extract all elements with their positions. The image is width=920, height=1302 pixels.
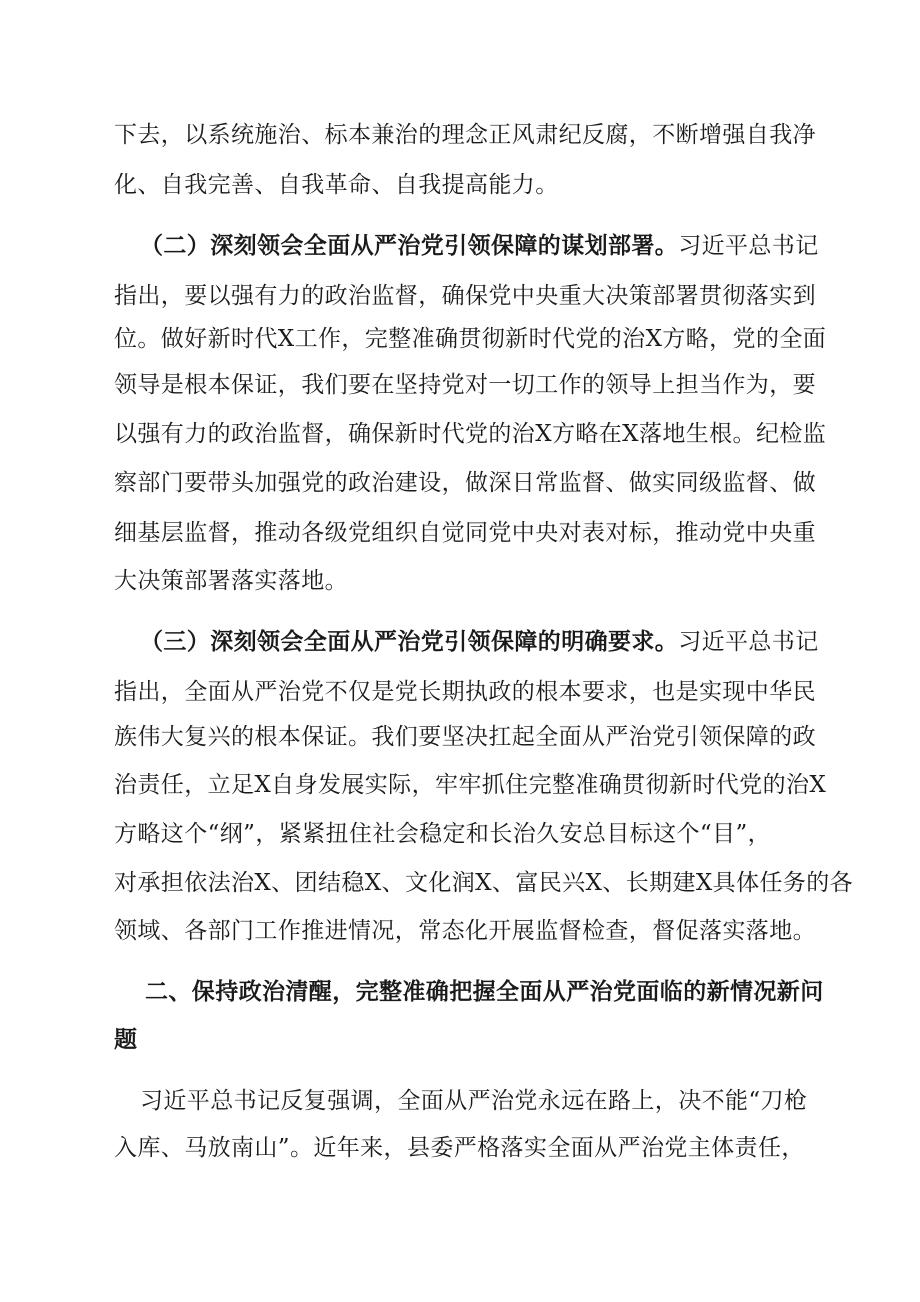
paragraph-line: 细基层监督，推动各级党组织自觉同党中央对表对标，推动党中央重 <box>114 520 816 546</box>
paragraph-line: 治责任，立足X自身发展实际，牢牢抓住完整准确贯彻新时代党的治X <box>114 772 827 798</box>
paragraph-text: 习近平总书记 <box>678 629 819 655</box>
section-heading: 二、保持政治清醒，完整准确把握全面从严治党面临的新情况新问 <box>145 979 824 1005</box>
paragraph-text: 习近平总书记 <box>678 233 819 259</box>
paragraph-line: 大决策部署落实落地。 <box>114 568 348 594</box>
paragraph-line: 下去，以系统施治、标本兼治的理念正风肃纪反腐，不断增强自我净 <box>114 122 816 148</box>
paragraph-line: 察部门要带头加强党的政治建设，做深日常监督、做实同级监督、做 <box>114 470 816 496</box>
paragraph-line: 方略这个“纲”，紧紧扭住社会稳定和长治久安总目标这个“目”， <box>114 821 772 847</box>
paragraph-line: 指出，全面从严治党不仅是党长期执政的根本要求，也是实现中华民 <box>114 679 816 705</box>
subsection-heading: （三）深刻领会全面从严治党引领保障的明确要求。 <box>140 629 679 655</box>
paragraph-line: 以强有力的政治监督，确保新时代党的治X方略在X落地生根。纪检监 <box>114 421 827 447</box>
paragraph-line: 领域、各部门工作推进情况，常态化开展监督检查，督促落实落地。 <box>114 918 816 944</box>
paragraph-line: 化、自我完善、自我革命、自我提高能力。 <box>114 172 559 198</box>
section-heading: 题 <box>114 1027 138 1053</box>
paragraph-line: 族伟大复兴的根本保证。我们要坚决扛起全面从严治党引领保障的政 <box>114 724 816 750</box>
paragraph-line: 领导是根本保证，我们要在坚持党对一切工作的领导上担当作为，要 <box>114 372 816 398</box>
paragraph-line: 指出，要以强有力的政治监督，确保党中央重大决策部署贯彻落实到 <box>114 283 816 309</box>
paragraph-first-line <box>140 627 819 657</box>
paragraph-line: 对承担依法治X、团结稳X、文化润X、富民兴X、长期建X具体任务的各 <box>114 870 854 896</box>
paragraph-line: 位。做好新时代X工作，完整准确贯彻新时代党的治X方略，党的全面 <box>114 326 827 352</box>
paragraph-first-line <box>140 231 819 261</box>
paragraph-first-line: 习近平总书记反复强调，全面从严治党永远在路上，决不能“刀枪 <box>140 1088 808 1114</box>
paragraph-line: 入库、马放南山”。近年来，县委严格落实全面从严治党主体责任， <box>114 1135 805 1161</box>
subsection-heading: （二）深刻领会全面从严治党引领保障的谋划部署。 <box>140 233 679 259</box>
